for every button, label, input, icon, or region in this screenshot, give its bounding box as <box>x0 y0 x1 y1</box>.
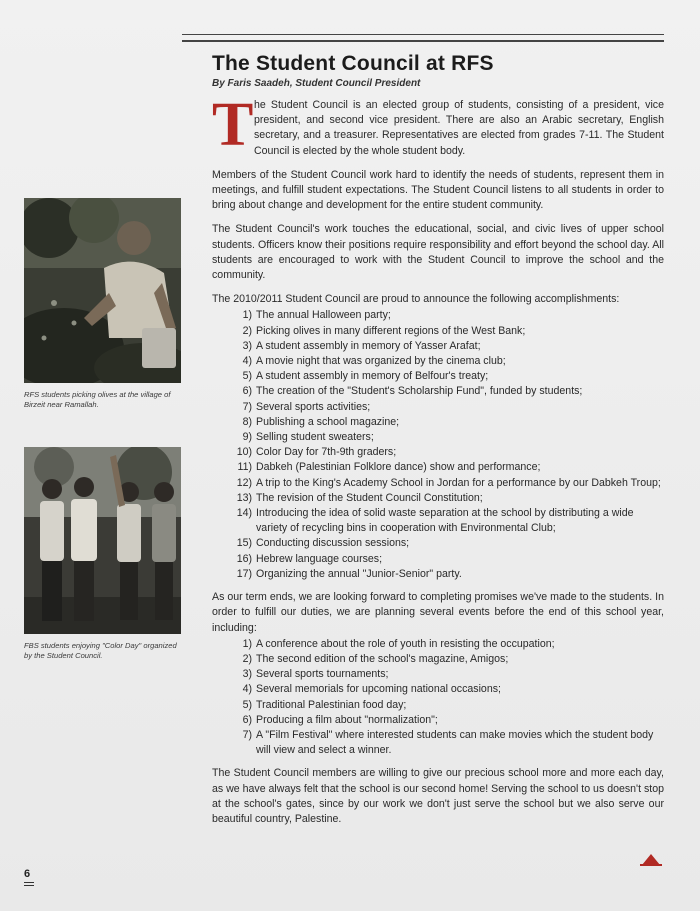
list-item-number: 13) <box>236 491 252 504</box>
list-item <box>212 430 664 445</box>
list-item <box>212 460 664 475</box>
list-item-number: 4) <box>242 683 252 696</box>
list-item-text: A movie night that was organized by the cinema club; <box>256 355 506 368</box>
color-day-caption: FBS students enjoying "Color Day" organized by the Student Council. <box>24 641 177 660</box>
list-item-number: 3) <box>242 339 252 352</box>
list-item-text: Hebrew language courses; <box>256 552 383 565</box>
list-item-number: 5) <box>242 370 252 383</box>
list-item-text: Dabkeh (Palestinian Folklore dance) show and performance; <box>256 461 541 474</box>
list-item <box>212 445 664 460</box>
olive-picking-photo <box>24 198 181 383</box>
list-item <box>212 400 664 415</box>
list-item-text: Conducting discussion sessions; <box>256 537 410 550</box>
plans-list <box>212 637 664 759</box>
list-item-text: Several memorials for upcoming national occasions; <box>256 683 501 696</box>
list-item <box>212 552 664 567</box>
list-item-text: A student assembly in memory of Belfour's treaty; <box>256 370 489 383</box>
list-item-number: 11) <box>237 461 252 474</box>
list-item <box>212 682 664 697</box>
list-item <box>212 324 664 339</box>
list-item <box>212 491 664 506</box>
list-item <box>212 476 664 491</box>
list-item <box>212 713 664 728</box>
olive-picking-photo-image <box>24 198 181 383</box>
list-item-number: 4) <box>242 355 252 368</box>
list-item-text: Producing a film about "normalization"; <box>256 713 438 726</box>
list-item-text: Organizing the annual "Junior-Senior" party. <box>256 567 462 580</box>
list-item <box>212 506 664 536</box>
needs-paragraph: Members of the Student Council work hard to identify the needs of students, represent them in meetings, and fulfill student expectations. The Student Council listens to all students in order to bring about change and development for the entire student community. <box>212 168 664 212</box>
list-item-text: Publishing a school magazine; <box>256 415 400 428</box>
list-item-number: 5) <box>242 698 252 711</box>
list-item-text: A student assembly in memory of Yasser Arafat; <box>256 339 481 352</box>
article-title: The Student Council at RFS <box>212 52 494 75</box>
list-item-text: The annual Halloween party; <box>256 309 391 322</box>
accomplishments-intro: The 2010/2011 Student Council are proud to announce the following accomplishments: <box>212 293 620 306</box>
list-item-text: Several sports activities; <box>256 400 371 413</box>
list-item-number: 6) <box>242 385 252 398</box>
header-rule <box>182 34 664 35</box>
list-item <box>212 369 664 384</box>
list-item <box>212 339 664 354</box>
list-item-number: 1) <box>242 637 252 650</box>
list-item-number: 3) <box>242 668 252 681</box>
list-item-text: A conference about the role of youth in resisting the occupation; <box>256 637 555 650</box>
color-day-photo-image <box>24 447 181 634</box>
page-number-bars <box>24 882 34 888</box>
end-of-article-icon <box>640 852 662 866</box>
header-rule-thick <box>182 40 664 42</box>
list-item <box>212 354 664 369</box>
drop-cap: T <box>212 91 254 159</box>
list-item-text: Several sports tournaments; <box>256 668 389 681</box>
plans-intro: As our term ends, we are looking forward to completing promises we've made to the students. In order to fulfill our duties, we are planning several events before the end of this school year, including: <box>212 591 664 634</box>
list-item-number: 9) <box>242 431 252 444</box>
article-byline: By Faris Saadeh, Student Council President <box>212 78 421 89</box>
intro-paragraph <box>212 91 664 159</box>
list-item <box>212 308 664 323</box>
list-item <box>212 415 664 430</box>
closing-paragraph: The Student Council members are willing to give our precious school more and more each day, as we have always felt that the school is our second home! Serving the school to us doesn't stop at the school's gates, since by our work we don't just serve the school but we also serve our beautiful country, Palestine. <box>212 767 664 825</box>
list-item-text: The creation of the "Student's Scholarship Fund", funded by students; <box>256 385 583 398</box>
list-item-text: Picking olives in many different regions of the West Bank; <box>256 324 526 337</box>
list-item-number: 12) <box>236 476 252 489</box>
list-item-text: Selling student sweaters; <box>256 431 374 444</box>
list-item <box>212 667 664 682</box>
page-number: 6 <box>24 868 31 880</box>
article-body <box>212 91 664 836</box>
list-item-number: 8) <box>242 415 252 428</box>
list-item <box>212 384 664 399</box>
list-item-number: 15) <box>236 537 252 550</box>
olive-picking-caption: RFS students picking olives at the village of Birzeit near Ramallah. <box>24 390 171 409</box>
list-item-number: 7) <box>242 400 252 413</box>
list-item <box>212 728 664 758</box>
list-item-number: 2) <box>242 652 252 665</box>
intro-text: he Student Council is an elected group of students, consisting of a president, vice president, and second vice president. There are also an Arabic secretary, English secretary, and a treasurer. Representatives are elected from grades 7-11. The Student Council is elected by the whole student body. <box>254 99 664 157</box>
list-item-text: The revision of the Student Council Constitution; <box>256 491 483 504</box>
list-item-text: A "Film Festival" where interested students can make movies which the student body will view and select a winner. <box>256 728 654 757</box>
list-item-text: A trip to the King's Academy School in Jordan for a performance by our Dabkeh Troup; <box>256 476 661 489</box>
list-item-text: Introducing the idea of solid waste separation at the school by distributing a wide variety of recycling bins in cooperation with Environmental Club; <box>256 507 634 535</box>
list-item-number: 14) <box>236 507 252 520</box>
list-item-number: 2) <box>242 324 252 337</box>
list-item <box>212 536 664 551</box>
list-item-number: 6) <box>242 713 252 726</box>
work-paragraph: The Student Council's work touches the educational, social, and civic lives of upper school students. Officers know their positions require responsibility and effort beyond the school day. All students are encouraged to work with the Student Council to improve the school and the community. <box>212 223 664 282</box>
color-day-photo <box>24 447 181 634</box>
list-item <box>212 567 664 582</box>
list-item-number: 7) <box>242 728 252 741</box>
list-item <box>212 652 664 667</box>
list-item-text: The second edition of the school's magazine, Amigos; <box>256 652 509 665</box>
accomplishments-list <box>212 308 664 582</box>
list-item <box>212 698 664 713</box>
list-item <box>212 637 664 652</box>
list-item-text: Color Day for 7th-9th graders; <box>256 446 397 459</box>
list-item-number: 17) <box>236 567 252 580</box>
list-item-number: 10) <box>236 446 252 459</box>
list-item-text: Traditional Palestinian food day; <box>256 698 407 711</box>
list-item-number: 16) <box>236 552 252 565</box>
list-item-number: 1) <box>242 309 252 322</box>
